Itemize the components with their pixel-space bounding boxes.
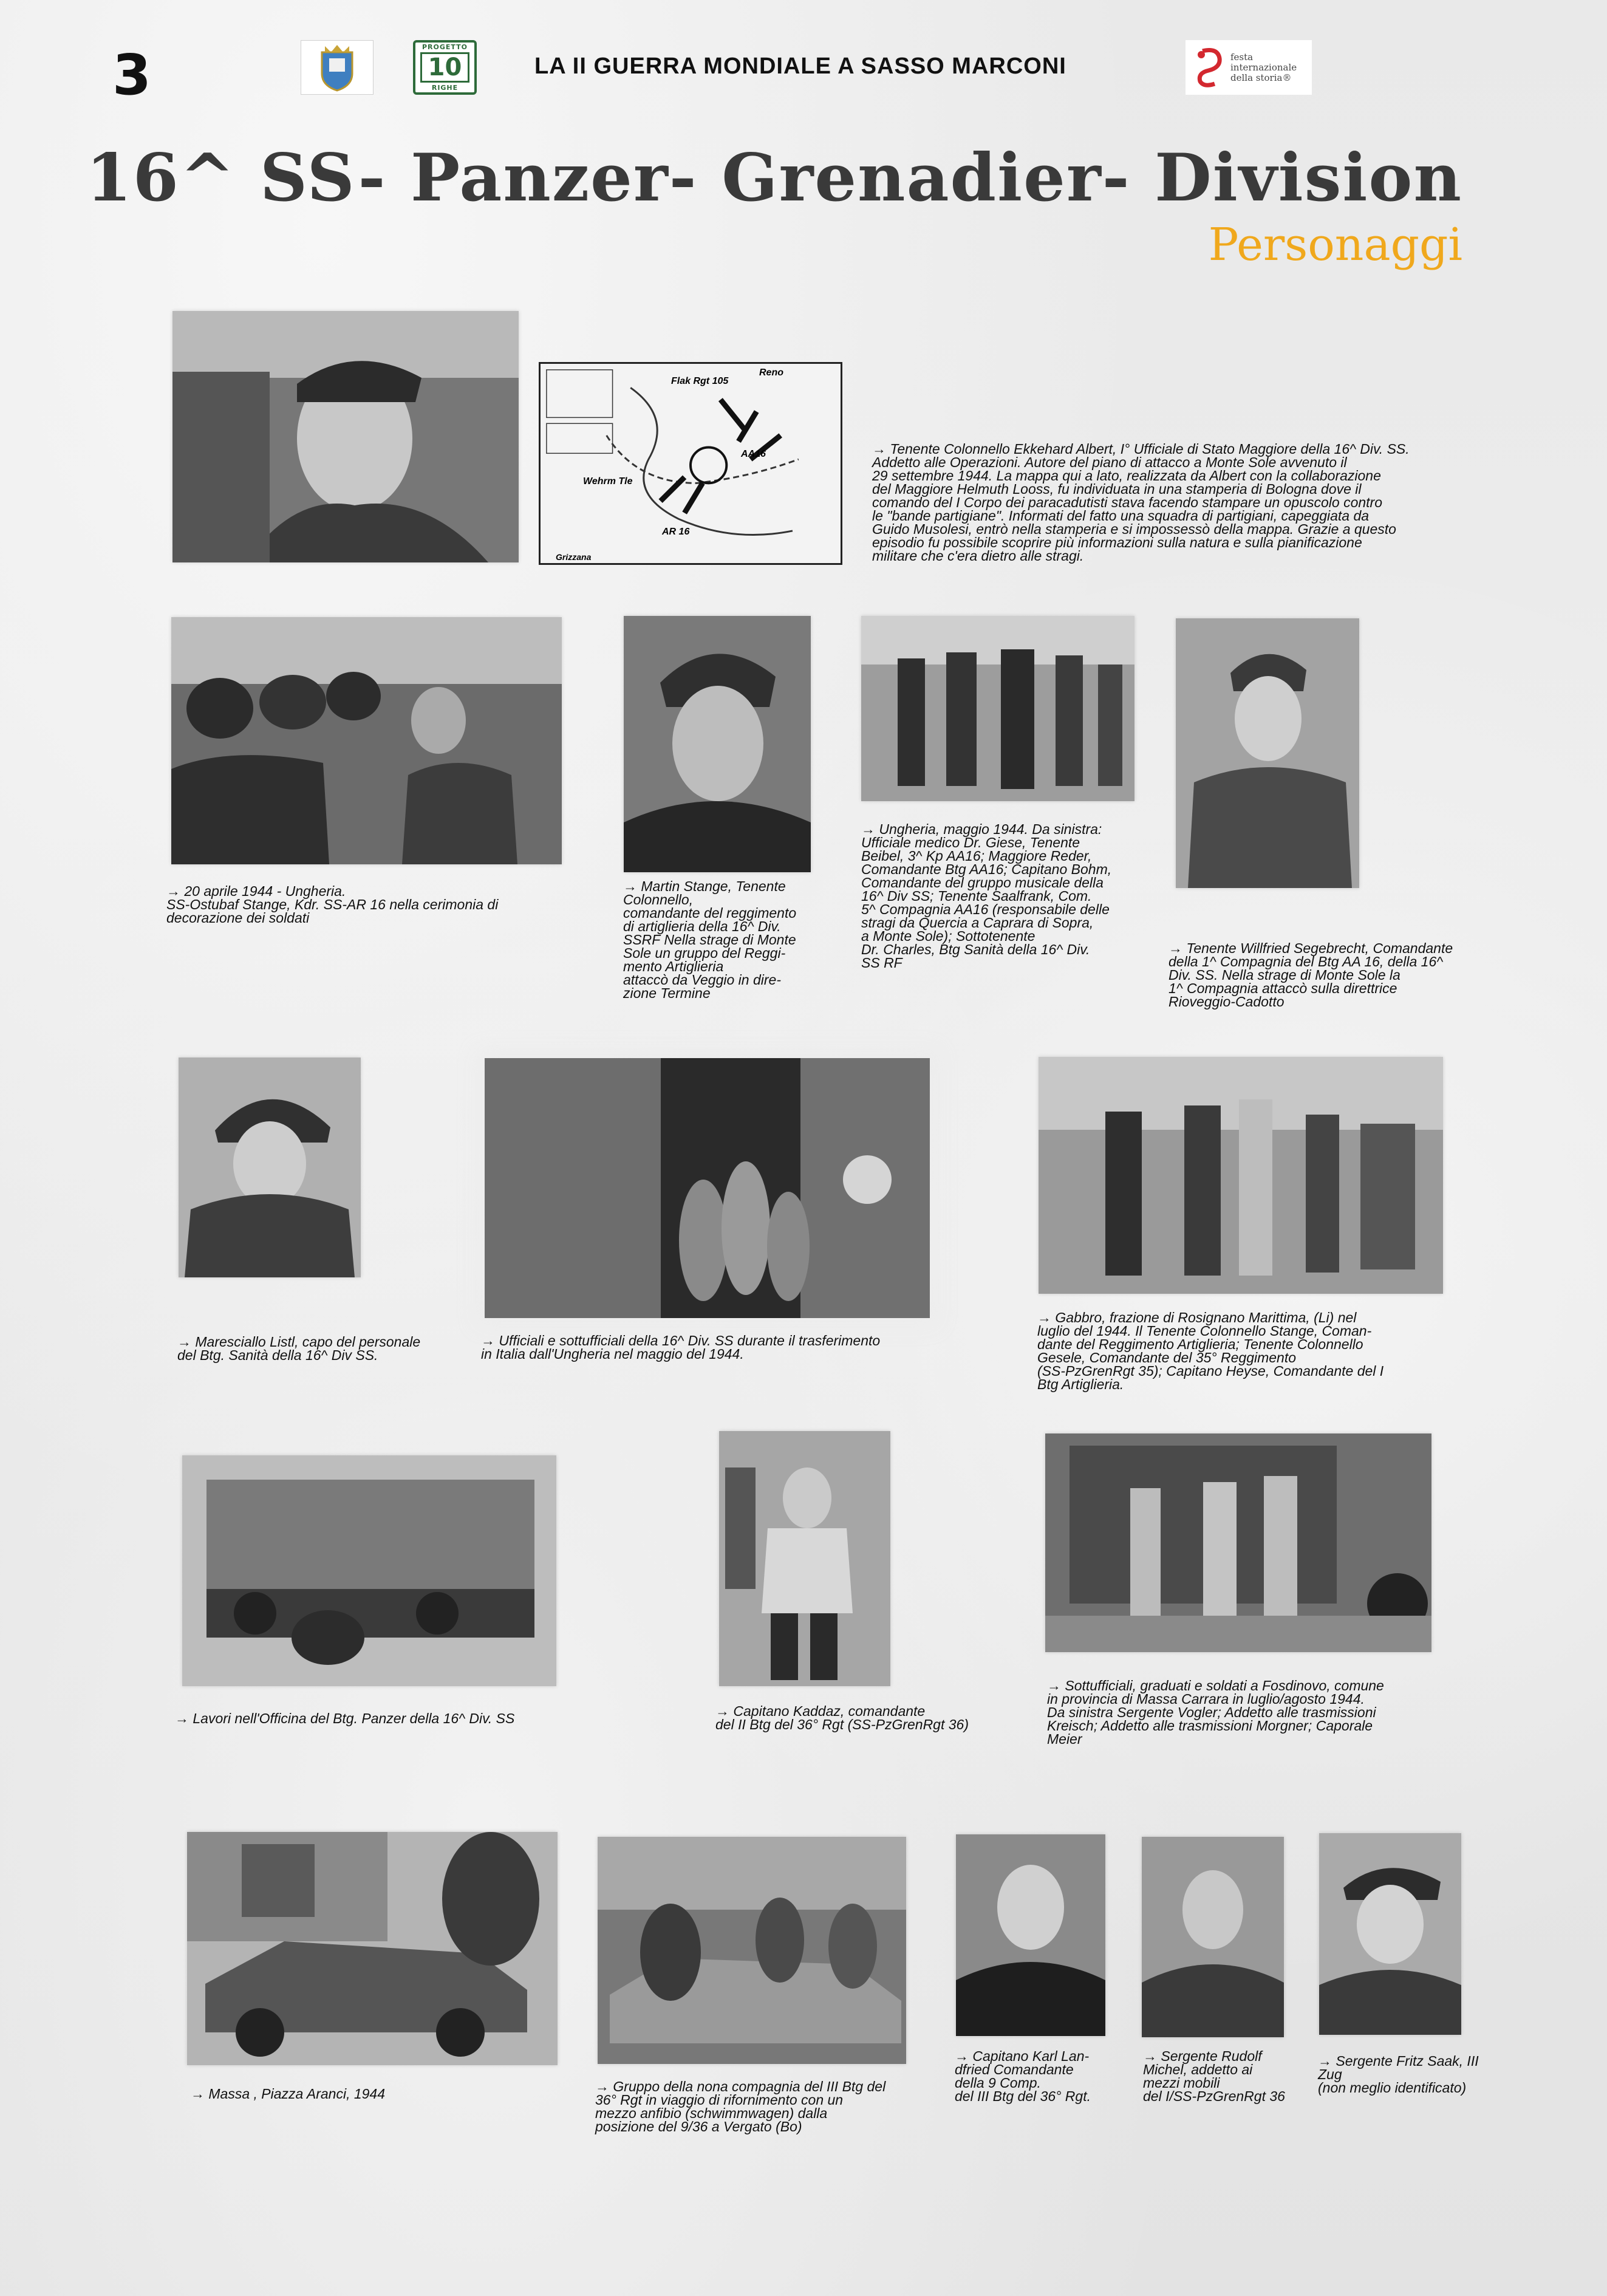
festival-logo: [1186, 40, 1312, 95]
header-title: LA II GUERRA MONDIALE A SASSO MARCONI: [534, 53, 1066, 79]
photo-schwimmwagen: [598, 1837, 906, 2064]
photo-michel: [1142, 1837, 1284, 2037]
logo-number: 10: [420, 52, 470, 83]
caption-saak: → Sergente Fritz Saak, III Zug (non meglio identificato): [1318, 2053, 1479, 2096]
caption-listl: → Maresciallo Listl, capo del personale del Btg. Sanità della 16^ Div SS.: [177, 1334, 421, 1363]
photo-train: [485, 1058, 930, 1318]
caption-segebrecht: → Tenente Willfried Segebrecht, Comandante della 1^ Compagnia del Btg AA 16, della 16^ Div. SS. Nella strage di Monte Sole la 1^ Compagnia attaccò sulla direttrice Rioveggio-Cadotto: [1169, 940, 1453, 1010]
photo-gabbro: [1039, 1057, 1443, 1294]
logo-bottom-text: RIGHE: [431, 84, 459, 92]
photo-fosdinovo: [1045, 1433, 1431, 1652]
caption-landfried: → Capitano Karl Lan- dfried Comandante della 9 Comp. del III Btg del 36° Rgt.: [955, 2048, 1091, 2104]
caption-schwimmwagen: → Gruppo della nona compagnia del III Btg del 36° Rgt in viaggio di rifornimento con un mezzo anfibio (schwimmwagen) dalla posizione del 9/36 a Vergato (Bo): [595, 2079, 886, 2134]
map-label-aa16: AA16: [741, 449, 766, 459]
caption-ceremony: → 20 aprile 1944 - Ungheria. SS-Ostubaf Stange, Kdr. SS-AR 16 nella cerimonia di decorazione dei soldati: [166, 883, 499, 926]
map-label-ar16: AR 16: [662, 527, 690, 537]
caption-stange: → Martin Stange, Tenente Colonnello, comandante del reggimento di artiglieria della 16^ Div. SSRF Nella strage di Monte Sole un gruppo del Reggi- mento Artiglieria attaccò da Veggio in dire- zione Termine: [623, 878, 797, 1001]
festival-line-1: festa: [1230, 51, 1254, 63]
photo-listl: [179, 1057, 361, 1277]
map-label-reno: Reno: [759, 367, 783, 378]
attack-map: [539, 362, 842, 565]
photo-saak: [1319, 1833, 1461, 2035]
page-number: 3: [112, 43, 152, 108]
photo-ungheria-officers: [861, 616, 1134, 801]
caption-officina: → Lavori nell'Officina del Btg. Panzer della 16^ Div. SS: [175, 1710, 515, 1726]
photo-stange: [624, 616, 811, 872]
logo-top-text: PROGETTO: [421, 43, 468, 51]
festival-line-2: internazionale: [1230, 61, 1297, 73]
festival-line-3: della storia®: [1230, 72, 1292, 83]
photo-albert-portrait: [172, 311, 519, 562]
caption-ungheria: → Ungheria, maggio 1944. Da sinistra: Ufficiale medico Dr. Giese, Tenente Beibel, 3^ Kp AA16; Maggiore Reder, Comandante Btg AA16; Capitano Bohm, Comandante del gruppo musicale della 16^ Div SS; Tenente Saalfrank, Com. 5^ Compagnia AA16 (responsabile delle stragi da Quercia a Caprara di Sopra, a Monte Sole); Sottotenente Dr. Charles, Btg Sanità della 16^ Div. SS RF: [861, 821, 1112, 971]
photo-kaddaz: [719, 1431, 890, 1686]
caption-massa: → Massa , Piazza Aranci, 1944: [191, 2086, 386, 2102]
map-label-wehrm: Wehrm Tle: [583, 476, 633, 487]
map-label-flak: Flak Rgt 105: [671, 376, 729, 386]
photo-ceremony: [171, 617, 562, 864]
crest-icon: [316, 43, 358, 92]
municipality-crest-logo: [301, 40, 374, 95]
photo-massa: [187, 1832, 558, 2065]
caption-michel: → Sergente Rudolf Michel, addetto ai mezzi mobili del I/SS-PzGrenRgt 36: [1143, 2048, 1285, 2104]
caption-train: → Ufficiali e sottufficiali della 16^ Div. SS durante il trasferimento in Italia dall'Ungheria nel maggio del 1944.: [481, 1333, 881, 1362]
photo-landfried: [956, 1834, 1105, 2036]
photo-officina: [182, 1455, 556, 1686]
caption-albert: → Tenente Colonnello Ekkehard Albert, I° Ufficiale di Stato Maggiore della 16^ Div. SS. Addetto alle Operazioni. Autore del piano di attacco a Monte Sole avvenuto il 29 settembre 1944. La mappa qui a lato, realizzata da Albert con la collaborazione del Maggiore Helmuth Looss, fu individuata in una stamperia di Bologna dove il comando del I Corpo dei paracadutisti stava facendo stampare un opuscolo contro le "bande partigiane". Informati del fatto una squadra di partigiani, capeggiata da Guido Musolesi, entrò nella stamperia e si impossessò della mappa. Grazie a questo episodio fu possibile scoprire più informazioni sulla natura e sulla pianificazione militare che c'era dietro alle stragi.: [872, 441, 1410, 564]
map-label-grizzana: Grizzana: [556, 552, 592, 562]
caption-kaddaz: → Capitano Kaddaz, comandante del II Btg del 36° Rgt (SS-PzGrenRgt 36): [715, 1703, 969, 1732]
main-title: 16^ SS- Panzer- Grenadier- Division: [86, 140, 1462, 216]
subtitle: Personaggi: [1208, 219, 1462, 271]
photo-segebrecht: [1176, 618, 1359, 888]
caption-gabbro: → Gabbro, frazione di Rosignano Marittima, (Li) nel luglio del 1944. Il Tenente Colonnello Stange, Coman- dante del Reggimento Artiglieria; Tenente Colonnello Gesele, Comandante del 35° Reggimento (SS-PzGrenRgt 35); Capitano Heyse, Comandante del I Btg Artiglieria.: [1037, 1310, 1384, 1392]
progetto-10-righe-logo: [413, 40, 477, 95]
festival-mark-icon: [1190, 46, 1227, 89]
caption-fosdinovo: → Sottufficiali, graduati e soldati a Fosdinovo, comune in provincia di Massa Carrara in luglio/agosto 1944. Da sinistra Sergente Vogler; Addetto alle trasmissioni Kreisch; Addetto alle trasmissioni Morgner; Caporale Meier: [1047, 1678, 1384, 1747]
